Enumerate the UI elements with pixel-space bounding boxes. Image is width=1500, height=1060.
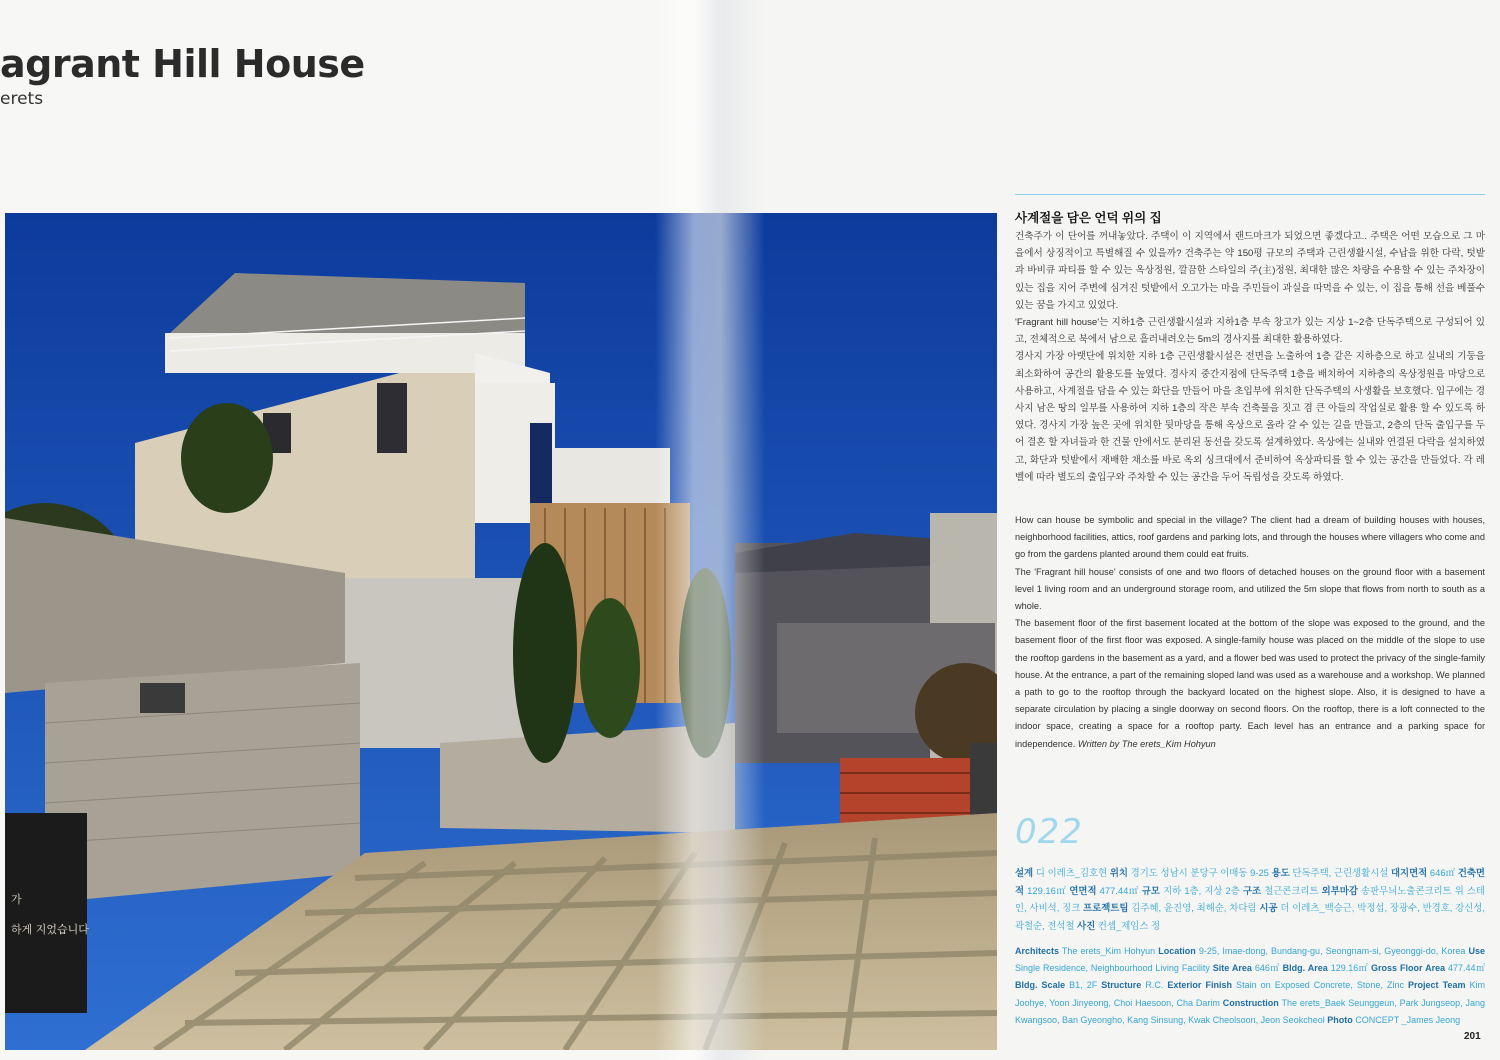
korean-info-value: 철근콘크리트 [1261,884,1322,896]
korean-info-value: 129.16㎡ [1024,884,1070,896]
korean-project-info [1015,864,1485,934]
korean-info-key: 규모 [1141,884,1160,896]
english-info-value: B1, 2F [1065,980,1102,991]
sign-text-line-1: 가 [11,893,22,906]
english-info-key: Location [1158,946,1196,956]
english-info-value: Single Residence, Neighbourhood Living Facility [1015,963,1213,974]
english-paragraph: The 'Fragrant hill house' consists of one and two floors of detached houses on the ground floor with a basement level 1 living room and an underground storage room, and utilized the 5m slope that flows from north to south as a whole. [1015,566,1485,612]
english-info-value: 9-25, Imae-dong, Bundang-gu, Seongnam-si, Gyeonggi-do, Korea [1195,946,1469,956]
house-photo [5,213,997,1050]
korean-info-key: 외부마감 [1321,884,1358,896]
english-info-key: Exterior Finish [1167,980,1232,991]
korean-info-value: 디 이레츠_김호현 [1033,867,1110,878]
english-info-value: R.C. [1141,980,1168,991]
korean-info-value: 김주혜, 윤진영, 최해순, 차다림 [1128,902,1260,913]
korean-info-value: 더 이레츠_백승근, 박정섭, 장광수, 반경호, 강신성, 곽철순, 전석철 [1015,902,1485,931]
english-info-value: Stain on Exposed Concrete, Stone, Zinc [1232,980,1409,991]
korean-heading: 사계절을 담은 언덕 위의 집 [1015,211,1162,225]
korean-info-value: 지하 1층, 지상 2층 [1159,884,1243,896]
korean-info-key: 프로젝트팀 [1083,902,1129,913]
english-info-key: Gross Floor Area [1371,963,1446,974]
english-info-value: 646㎡ [1251,963,1283,974]
sign-text-line-2: 하게 지었습니다 [11,923,89,936]
korean-info-key: 사진 [1077,919,1096,931]
english-info-key: Bldg. Area [1282,963,1328,974]
english-info-value: 129.16㎡ [1327,963,1372,974]
english-info-value: The erets_Kim Hohyun [1059,946,1159,956]
english-paragraph: The basement floor of the first basement located at the bottom of the slope was exposed to the ground, and the basement floor of the first floor was exposed. A single-family house was placed on the middle of the slope to use the rooftop gardens in the basement as a yard, and a flower bed was used to protect the privacy of the single-family house. At the entrance, a part of the remaining sloped land was used as a warehouse and a workshop. We planned a path to go to the rooftop through the backyard located on the highest slope. Also, it is designed to have a separate circulation by placing a single doorway on second floors. On the rooftop, there is a loft connected to the indoor space, creating a space for a rooftop party. Each level has an entrance and a parking space for independence. Written by The erets_Kim Hohyun [1015,618,1485,749]
section-rule [1015,194,1485,195]
korean-paragraph: 경사지 가장 아랫단에 위치한 지하 1층 근린생활시설은 전면을 노출하여 1층 같은 지하층으로 하고 실내의 기둥을 최소화하여 공간의 활용도를 높였다. 경사지 중간지점에 단독주택 1층을 배치하여 지하층의 옥상정원을 마당으로 사용하고, 사계절을 담을 수 있는 화단을 만들어 마을 초입부에 위치한 단독주택의 사생활을 보호했다. 입구에는 경사지 남은 땅의 일부를 사용하여 지하 1층의 작은 부속 건축물을 짓고 겸 큰 아들의 작업실로 활용 할 수 있도록 하였다. 경사지 가장 높은 곳에 위치한 뒷마당을 통해 옥상으로 올라 갈 수 있는 길을 만들고, 2층의 단독 출입구를 두어 결혼 할 자녀들과 한 건물 안에서도 분리된 동선을 갖도록 설계하였다. 옥상에는 실내와 연결된 다락을 설치하였고, 화단과 텃밭에서 재배한 채소를 바로 옥외 싱크대에서 준비하여 옥상파티를 할 수 있는 공간을 만들었다. 각 레벨에 따라 별도의 출입구와 주차할 수 있는 공간을 두어 독립성을 갖도록 하였다. [1015,351,1485,483]
korean-info-key: 위치 [1109,867,1128,878]
korean-body [1015,228,1485,486]
english-info-value: CONCEPT _James Jeong [1352,1014,1461,1025]
english-info-key: Construction [1222,997,1279,1008]
english-paragraph: How can house be symbolic and special in the village? The client had a dream of building houses with houses, neighborhood facilities, attics, roof gardens and parking lots, and through the houses where villagers who come and go from the gardens planted around them could eat fruits. [1015,515,1485,560]
page-title: agrant Hill House [0,42,365,86]
korean-info-key: 용도 [1271,867,1290,878]
english-info-key: Bldg. Scale [1015,980,1066,991]
english-info-value: Kim Joohye, Yoon Jinyeong, Choi Haesoon, Cha Darim [1015,980,1486,1008]
english-info-key: Structure [1101,980,1142,991]
english-info-key: Photo [1327,1014,1353,1025]
korean-info-key: 시공 [1259,902,1278,913]
korean-paragraph: 'Fragrant hill house'는 지하1층 근린생활시설과 지하1층 부속 창고가 있는 지상 1~2층 단독주택으로 구성되어 있고, 전체적으로 북에서 남으로 흘러내려오는 5m의 경사지를 최대한 활용하였다. [1015,317,1485,346]
page-number: 201 [1464,1031,1481,1042]
english-info-key: Use [1468,946,1485,956]
english-info-value: 477.44㎡ [1445,963,1485,974]
korean-info-value: 477.44㎡ [1096,884,1142,896]
english-info-key: Site Area [1212,963,1252,974]
house-photo-illustration [5,213,997,1050]
korean-info-key: 연면적 [1069,884,1097,896]
korean-info-value: 단독주택, 근린생활시설 [1289,867,1391,878]
korean-info-value: 컨셉_제임스 정 [1095,919,1161,931]
project-number: 022 [1015,812,1083,852]
english-info-key: Project Team [1408,980,1466,991]
page-subtitle: erets [0,89,44,109]
korean-paragraph: 건축주가 이 단어를 꺼내놓았다. 주택이 이 지역에서 랜드마크가 되었으면 좋겠다고.. 주택은 어떤 모습으로 그 마을에서 상징적이고 특별해질 수 있을까? 건축주는 약 150평 규모의 주택과 근린생활시설, 수납을 위한 다락, 텃밭과 바비큐 파티를 할 수 있는 옥상정원, 깔끔한 스타일의 주(主)정원, 최대한 많은 차량을 수용할 수 있는 주차장이 있는 집을 지어 주변에 심겨진 텃밭에서 오고가는 마을 주민들이 과실을 따먹을 수 있는, 이 집을 통해 선을 베풀수 있는 꿈을 가지고 있었다. [1015,231,1485,311]
korean-info-value: 경기도 성남시 분당구 이매동 9-25 [1127,867,1272,878]
korean-info-value: 646㎡ [1427,867,1458,878]
korean-info-key: 대지면적 [1390,867,1428,878]
english-body [1015,512,1485,753]
korean-info-key: 구조 [1242,884,1262,896]
korean-info-key: 설계 [1015,867,1034,878]
english-info-key: Architects [1015,946,1060,956]
english-info-value: The erets_Baek Seunggeun, Park Jungseop, Jang Kwangsoo, Ban Gyeongho, Kang Sinsung, Kwak Cheolsoon, Jeon Seokcheol [1015,997,1485,1025]
korean-info-key: 건축면적 [1015,867,1485,896]
author-credit: Written by The erets_Kim Hohyun [1077,738,1216,749]
english-project-info [1015,943,1485,1029]
korean-info-value: 송판무늬노출콘크리트 위 스테인, 사비석, 징크 [1015,884,1485,913]
